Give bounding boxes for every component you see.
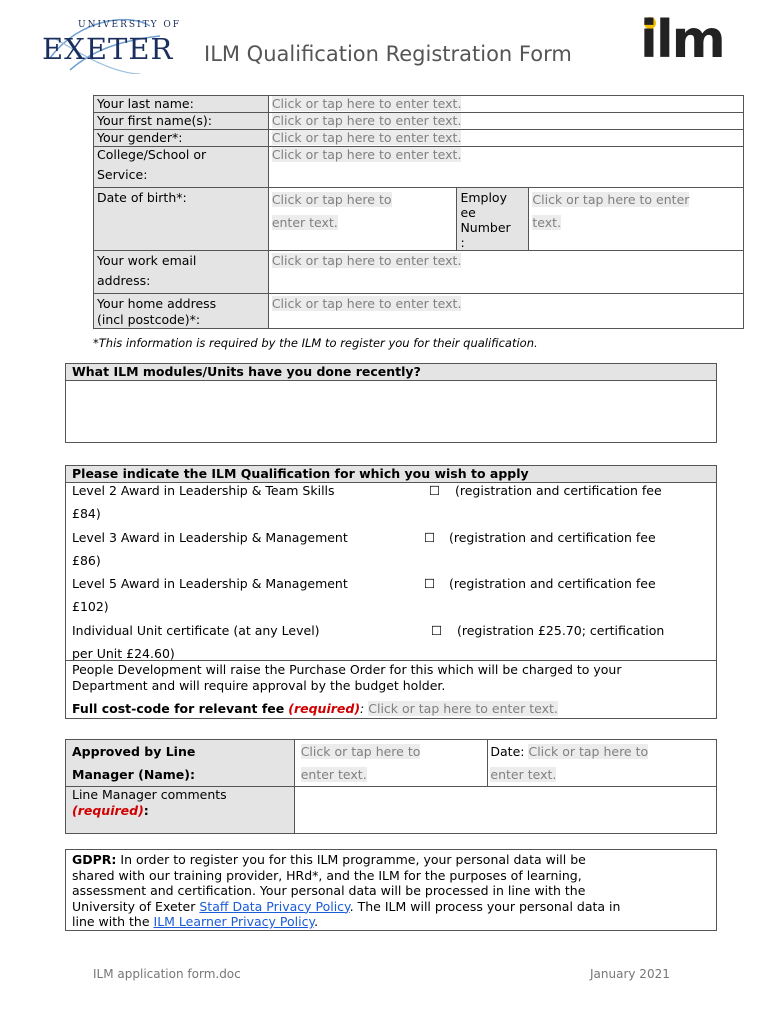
employee-number-field[interactable]: Click or tap here to enter text. [529, 188, 744, 251]
logo-main-text: EXETER [42, 32, 174, 66]
qual-2-checkbox[interactable]: ☐ [424, 530, 436, 545]
approval-table [65, 739, 717, 834]
modules-field[interactable] [66, 381, 716, 443]
first-names-label: Your first name(s): [94, 113, 269, 130]
po-text: People Development will raise the Purchase Order for this which will be charged to your Department and will require approval by the budget holder. [72, 662, 622, 693]
personal-details-table [93, 95, 744, 329]
qual-item-1: Level 2 Award in Leadership & Team Skills ☐ (registration and certification fee [72, 483, 662, 498]
qual-item-4: Individual Unit certificate (at any Level) ☐ (registration £25.70; certification [72, 623, 665, 638]
email-label: Your work email address: [94, 251, 269, 294]
approved-by-label: Approved by Line Manager (Name): [66, 740, 295, 787]
dob-label: Date of birth*: [94, 188, 269, 251]
staff-privacy-link[interactable]: Staff Data Privacy Policy [199, 898, 350, 914]
divider [66, 660, 716, 661]
dob-field[interactable]: Click or tap here to enter text. [268, 188, 457, 251]
ilm-logo [640, 10, 740, 76]
modules-box [65, 363, 717, 443]
email-field[interactable]: Click or tap here to enter text. [268, 251, 743, 294]
ilm-logo-text: ilm [640, 10, 724, 70]
qual-4-checkbox[interactable]: ☐ [431, 623, 443, 638]
exeter-logo [40, 18, 185, 74]
date-field[interactable]: Date: Click or tap here to enter text. [488, 740, 717, 787]
qualification-box: Please indicate the ILM Qualification for which you wish to apply Level 2 Award in Leadership & Team Skills ☐ (registration and certification fee £84) Level 3 Award in Leadership & Management ☐ (registration and certification fee £86) Level 5 Award in Leadership & Management ☐ (registration and certification fee £102) Individual Unit certificate (at any Level) ☐ (registration £25.70; certification per Unit £24.60) People Development will raise the Purchase Order for this which will be charged to your Department and will require approval by the budget holder. Full cost-code for relevant fee (required): Click or tap here to enter text. [65, 465, 717, 719]
gender-field[interactable]: Click or tap here to enter text. [268, 130, 743, 147]
address-field[interactable]: Click or tap here to enter text. [268, 294, 743, 329]
gender-label: Your gender*: [94, 130, 269, 147]
gdpr-box: GDPR: In order to register you for this ILM programme, your personal data will be shared with our training provider, HRd*, and the ILM for the purposes of learning, assessment and certification. Your personal data will be processed in line with the University of Exeter Staff Data Privacy Policy. The ILM will process your personal data in line with the ILM Learner Privacy Policy. [65, 849, 717, 931]
employee-number-label: Employ ee Number : [457, 188, 529, 251]
college-field[interactable]: Click or tap here to enter text. [268, 147, 743, 188]
qualification-heading: Please indicate the ILM Qualification for which you wish to apply [66, 466, 716, 483]
first-names-field[interactable]: Click or tap here to enter text. [268, 113, 743, 130]
qual-item-3: Level 5 Award in Leadership & Management ☐ (registration and certification fee [72, 576, 656, 591]
address-label: Your home address (incl postcode)*: [94, 294, 269, 329]
footer-filename: ILM application form.doc [93, 967, 241, 981]
page-title: ILM Qualification Registration Form [204, 42, 572, 66]
last-name-field[interactable]: Click or tap here to enter text. [268, 96, 743, 113]
qual-3-checkbox[interactable]: ☐ [424, 576, 436, 591]
cost-code-field[interactable]: Click or tap here to enter text. [368, 701, 558, 716]
modules-heading: What ILM modules/Units have you done recently? [66, 364, 716, 381]
comments-label: Line Manager comments (required): [66, 787, 295, 834]
footer-date: January 2021 [590, 967, 670, 981]
last-name-label: Your last name: [94, 96, 269, 113]
college-label: College/School or Service: [94, 147, 269, 188]
cost-code-row: Full cost-code for relevant fee (required): Click or tap here to enter text. [72, 701, 558, 716]
qual-1-checkbox[interactable]: ☐ [429, 483, 441, 498]
ilm-privacy-link[interactable]: ILM Learner Privacy Policy [153, 914, 315, 929]
comments-field[interactable] [294, 787, 716, 834]
qual-item-2: Level 3 Award in Leadership & Management ☐ (registration and certification fee [72, 530, 656, 545]
required-note: *This information is required by the ILM to register you for their qualification. [93, 336, 538, 350]
logo-top-text: UNIVERSITY OF [78, 20, 182, 30]
approved-by-field[interactable]: Click or tap here to enter text. [294, 740, 488, 787]
